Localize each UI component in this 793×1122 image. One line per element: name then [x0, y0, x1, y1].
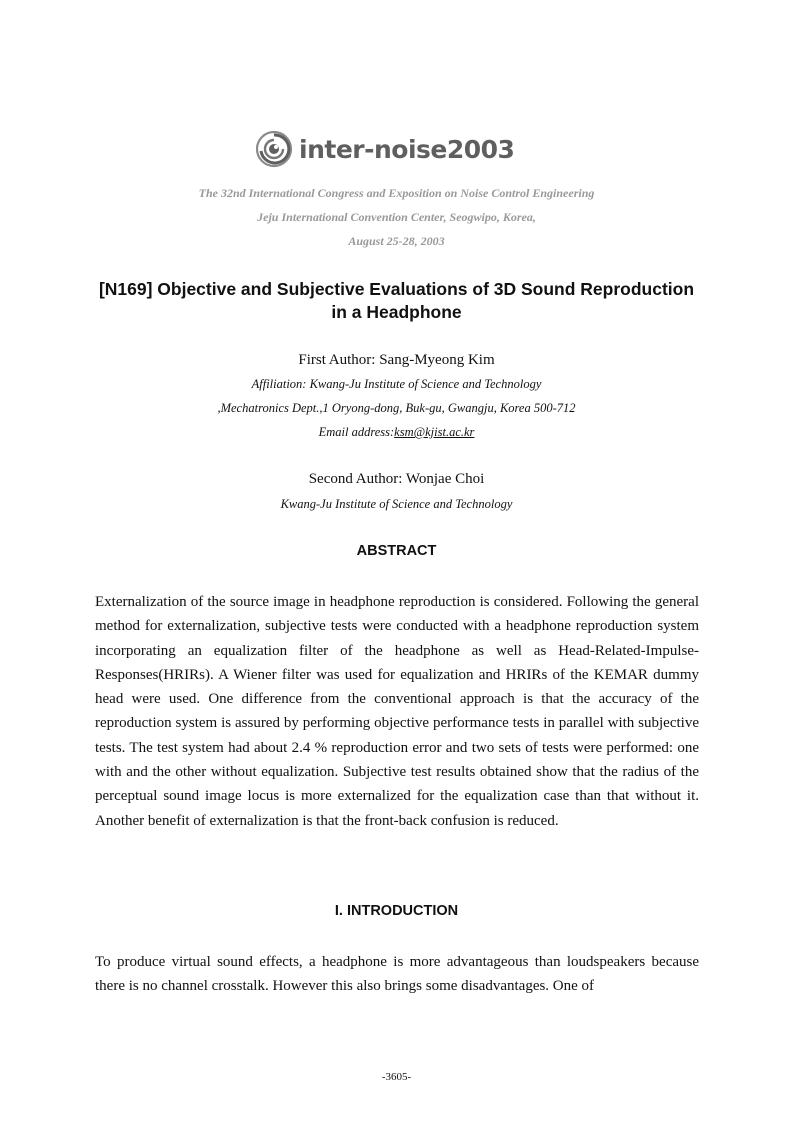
swirl-logo-icon	[255, 130, 293, 168]
first-author: First Author: Sang-Myeong Kim	[298, 352, 495, 368]
conference-venue: Jeju International Convention Center, Seogwipo, Korea,	[257, 210, 536, 224]
abstract-heading: ABSTRACT	[356, 543, 437, 559]
first-author-address: ,Mechatronics Dept.,1 Oryong-dong, Buk-gu, Gwangju, Korea 500-712	[217, 401, 576, 415]
paper-title: [N169] Objective and Subjective Evaluations of 3D Sound Reproduction in a Headphone	[98, 279, 695, 322]
logo-text: inter-noise2003	[299, 134, 515, 164]
second-author: Second Author: Wonjae Choi	[308, 471, 485, 487]
conference-dates: August 25-28, 2003	[348, 234, 445, 248]
email-label: Email address:	[318, 425, 395, 439]
conference-logo	[255, 122, 545, 176]
page-number: -3605-	[381, 1071, 412, 1083]
introduction-text: To produce virtual sound effects, a headphone is more advantageous than loudspeakers because there is no channel crosstalk. However this also brings some disadvantages. One of	[95, 954, 699, 995]
second-author-affiliation: Kwang-Ju Institute of Science and Technology	[280, 497, 513, 511]
email-link[interactable]: ksm@kjist.ac.kr	[394, 425, 475, 439]
introduction-heading: I. INTRODUCTION	[334, 903, 459, 919]
conference-name: The 32nd International Congress and Exposition on Noise Control Engineering	[198, 186, 595, 200]
abstract-text: Externalization of the source image in headphone reproduction is considered. Following the general method for externalization, subjective tests were conducted with a headphone reproduction system incorporating an equalization filter of the headphone as well as Head-Related-Impulse-Responses(HRIRs). A Wiener filter was used for equalization and HRIRs of the KEMAR dummy head were used. One difference from the conventional approach is that the accuracy of the reproduction system is assured by performing objective performance tests in parallel with subjective tests. The test system had about 2.4 % reproduction error and two sets of tests were performed: one with and the other without equalization. Subjective test results obtained show that the radius of the perceptual sound image locus is more externalized for the equalization case than that without it. Another benefit of externalization is that the front-back confusion is reduced.	[95, 594, 699, 829]
first-author-affiliation: Affiliation: Kwang-Ju Institute of Science and Technology	[251, 377, 542, 391]
email-line	[0, 425, 793, 440]
